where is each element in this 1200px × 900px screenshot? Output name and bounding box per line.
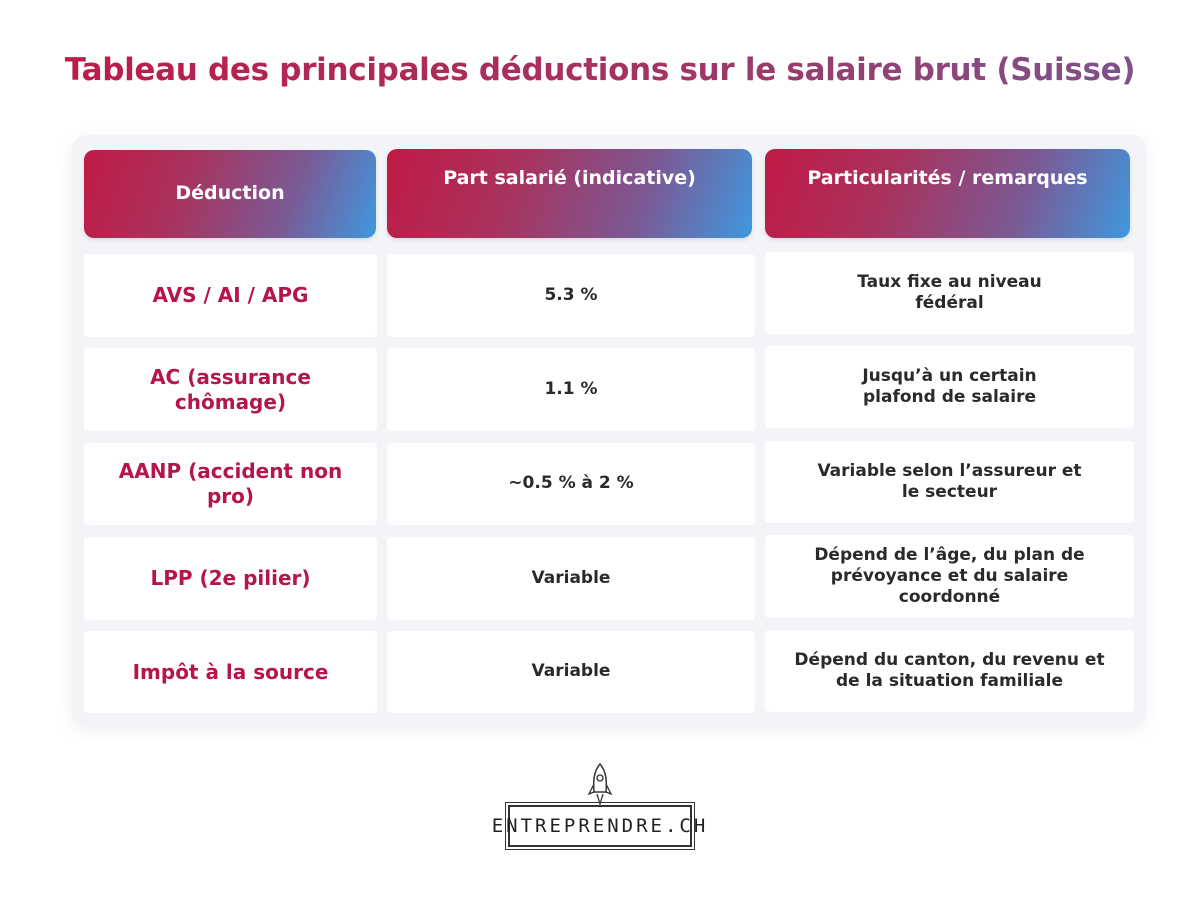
deductions-table xyxy=(72,135,1146,727)
row-1-deduction: AVS / AI / APG xyxy=(84,254,377,337)
row-5-remarks: Dépend du canton, du revenu et de la situation familiale xyxy=(765,630,1134,712)
header-part-salarie: Part salarié (indicative) xyxy=(387,149,752,238)
row-5-part: Variable xyxy=(387,631,755,713)
row-5-deduction: Impôt à la source xyxy=(84,631,377,713)
header-remarques: Particularités / remarques xyxy=(765,149,1130,238)
row-2-part: 1.1 % xyxy=(387,348,755,431)
row-4-deduction: LPP (2e pilier) xyxy=(84,537,377,620)
header-deduction: Déduction xyxy=(84,150,376,238)
row-2-remarks: Jusqu’à un certain plafond de salaire xyxy=(765,346,1134,428)
row-4-remarks: Dépend de l’âge, du plan de prévoyance et du salaire coordonné xyxy=(765,535,1134,618)
brand-logo: ENTREPRENDRE.CH xyxy=(508,805,692,847)
page-title: Tableau des principales déductions sur le salaire brut (Suisse) xyxy=(0,52,1200,88)
row-2-deduction: AC (assurance chômage) xyxy=(84,348,377,431)
row-1-part: 5.3 % xyxy=(387,254,755,337)
rocket-icon xyxy=(584,762,616,808)
row-3-part: ~0.5 % à 2 % xyxy=(387,443,755,525)
row-3-remarks: Variable selon l’assureur et le secteur xyxy=(765,441,1134,523)
row-4-part: Variable xyxy=(387,537,755,620)
row-1-remarks: Taux fixe au niveau fédéral xyxy=(765,252,1134,334)
row-3-deduction: AANP (accident non pro) xyxy=(84,443,377,525)
